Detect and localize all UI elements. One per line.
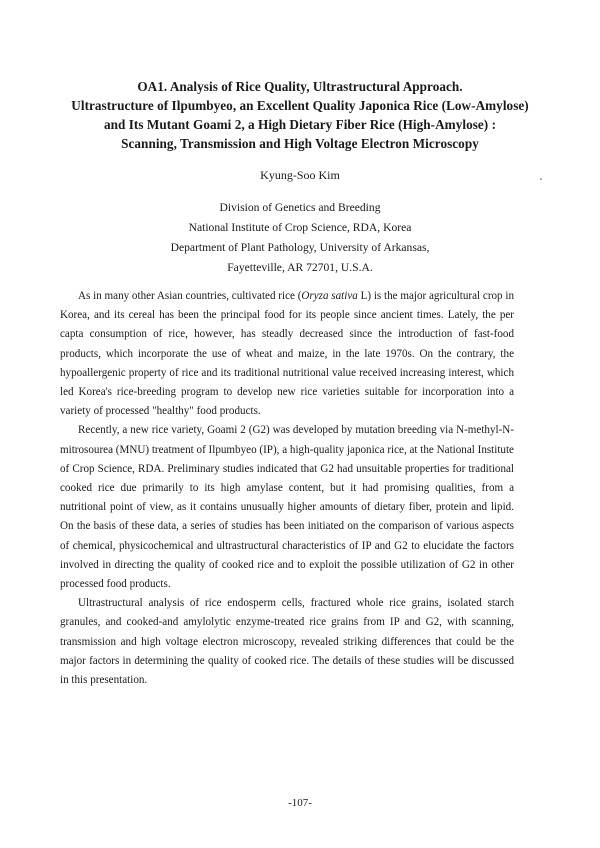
body-paragraph: Ultrastructural analysis of rice endosperm cells, fractured whole rice grains, isolated starch granules, and cooked-and amylolytic enzyme-treated rice grains from IP and G2, with scanning, transmission and high voltage electron microscopy, revealed striking differences that could be the major factors in determining the quality of cooked rice. The details of these studies will be discussed in this presentation.	[60, 597, 514, 687]
paragraph-text: As in many other Asian countries, cultivated rice (	[78, 290, 302, 302]
title-line: OA1. Analysis of Rice Quality, Ultrastructural Approach.	[137, 79, 463, 94]
affiliation-line: Fayetteville, AR 72701, U.S.A.	[227, 261, 373, 274]
scan-speck	[540, 178, 542, 180]
affiliation-line: Department of Plant Pathology, University of Arkansas,	[170, 241, 430, 254]
affiliation-line: National Institute of Crop Science, RDA, Korea	[188, 221, 412, 234]
author-affiliation	[0, 198, 600, 278]
title-line: Ultrastructure of Ilpumbyeo, an Excellent Quality Japonica Rice (Low-Amylose)	[71, 98, 529, 113]
abstract-body	[60, 287, 514, 690]
title-line: and Its Mutant Goami 2, a High Dietary Fiber Rice (High-Amylose) :	[103, 117, 497, 132]
body-paragraph	[60, 287, 514, 421]
page-number: -107-	[288, 797, 312, 809]
body-paragraph: Recently, a new rice variety, Goami 2 (G2) was developed by mutation breeding via N-methyl-N-mitrosourea (MNU) treatment of Ilpumbyeo (IP), a high-quality japonica rice, at the National Institute of Crop Science, RDA. Preliminary studies indicated that G2 had unsuitable properties for traditional cooked rice due primarily to its high amylase content, but it had promising qualities, from a nutritional point of view, as it contains unusually higher amounts of dietary fiber, protein and lipid. On the basis of these data, a series of studies has been initiated on the comparison of various aspects of chemical, physicochemical and ultrastructural characteristics of IP and G2 to elucidate the factors involved in directing the quality of cooked rice and to exploit the possible utilization of G2 in other processed food products.	[60, 424, 514, 591]
paper-title	[40, 77, 560, 153]
paragraph-text: L) is the major agricultural crop in Korea, and its cereal has been the principal food for its people since ancient times. Lately, the per capta consumption of rice, however, has steadly decreased since the introduction of fast-food products, which incorporate the use of wheat and maize, in the late 1970s. On the contrary, the hypoallergenic property of rice and its traditional nutritional value received increasing interest, which led Korea's rice-breeding program to develop new rice varieties suitable for incorporation into a variety of processed "healthy" food products.	[60, 290, 515, 418]
species-name: Oryza sativa	[301, 290, 358, 302]
author-name: Kyung-Soo Kim	[260, 168, 340, 182]
affiliation-line: Division of Genetics and Breeding	[219, 201, 381, 214]
title-line: Scanning, Transmission and High Voltage Electron Microscopy	[121, 136, 479, 151]
